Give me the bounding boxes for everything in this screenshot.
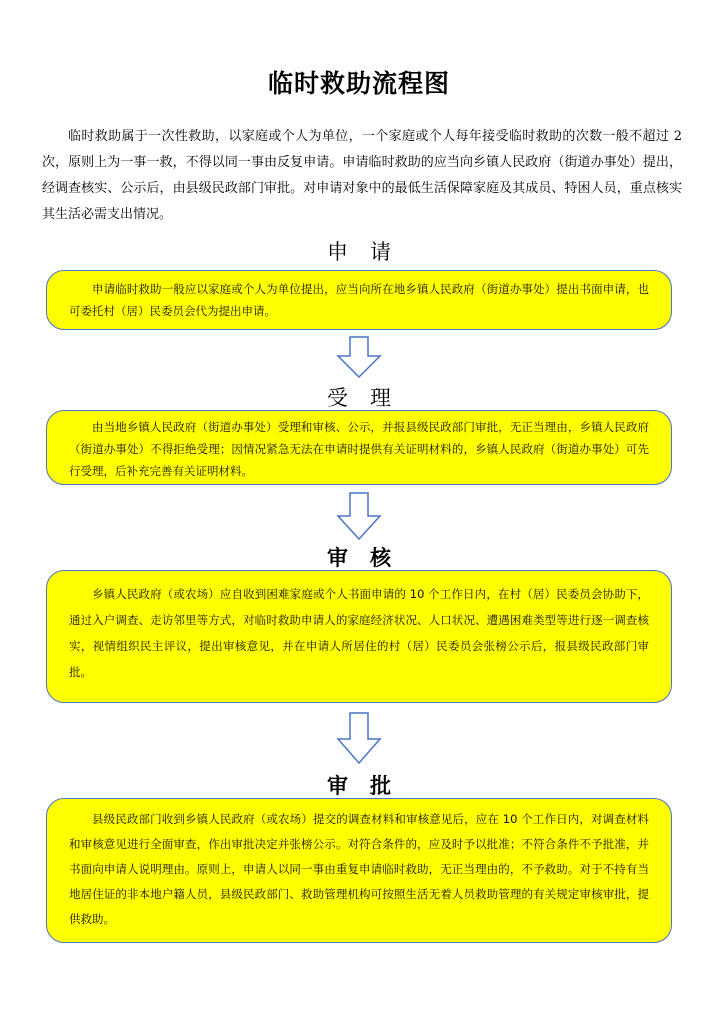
- down-arrow-icon: [334, 712, 384, 764]
- step-box-approve: 县级民政部门收到乡镇人民政府（或农场）提交的调查材料和审核意见后，应在 10 个工作日内，对调查材料和审核意见进行全面审查，作出审批决定并张榜公示。对符合条件的，应及时予以批准；不符合条件不予批准，并书面向申请人说明理由。原则上，申请人以同一事由重复申请临时救助，无正当理由的，不予救助。对于不持有当地居住证的非本地户籍人员，县级民政部门、救助管理机构可按照生活无着人员救助管理的有关规定审核审批，提供救助。: [46, 798, 672, 943]
- down-arrow-icon: [334, 492, 384, 540]
- page-title: 临时救助流程图: [267, 69, 450, 98]
- step-title-approve: 审批: [327, 774, 413, 798]
- step-title-apply: 申请: [327, 240, 413, 264]
- down-arrow-icon: [334, 336, 384, 378]
- step-box-apply: 申请临时救助一般应以家庭或个人为单位提出，应当向所在地乡镇人民政府（街道办事处）提出书面申请，也可委托村（居）民委员会代为提出申请。: [46, 270, 672, 330]
- step-title-accept: 受理: [327, 386, 413, 410]
- step-title-review: 审核: [327, 546, 413, 570]
- step-box-review: 乡镇人民政府（或农场）应自收到困难家庭或个人书面申请的 10 个工作日内，在村（居）民委员会协助下，通过入户调查、走访邻里等方式，对临时救助申请人的家庭经济状况、人口状况、遭遇困难类型等进行逐一调查核实，视情组织民主评议，提出审核意见，并在申请人所居住的村（居）民委员会张榜公示后，报县级民政部门审批。: [46, 570, 672, 703]
- step-box-accept: 由当地乡镇人民政府（街道办事处）受理和审核、公示，并报县级民政部门审批，无正当理由，乡镇人民政府（街道办事处）不得拒绝受理；因情况紧急无法在申请时提供有关证明材料的，乡镇人民政府（街道办事处）可先行受理，后补充完善有关证明材料。: [46, 410, 672, 485]
- intro-paragraph: 临时救助属于一次性救助，以家庭或个人为单位，一个家庭或个人每年接受临时救助的次数一般不超过 2 次，原则上为一事一救，不得以同一事由反复申请。申请临时救助的应当向乡镇人民政府（街道办事处）提出，经调查核实、公示后，由县级民政部门审批。对申请对象中的最低生活保障家庭及其成员、特困人员，重点核实其生活必需支出情况。: [42, 129, 682, 222]
